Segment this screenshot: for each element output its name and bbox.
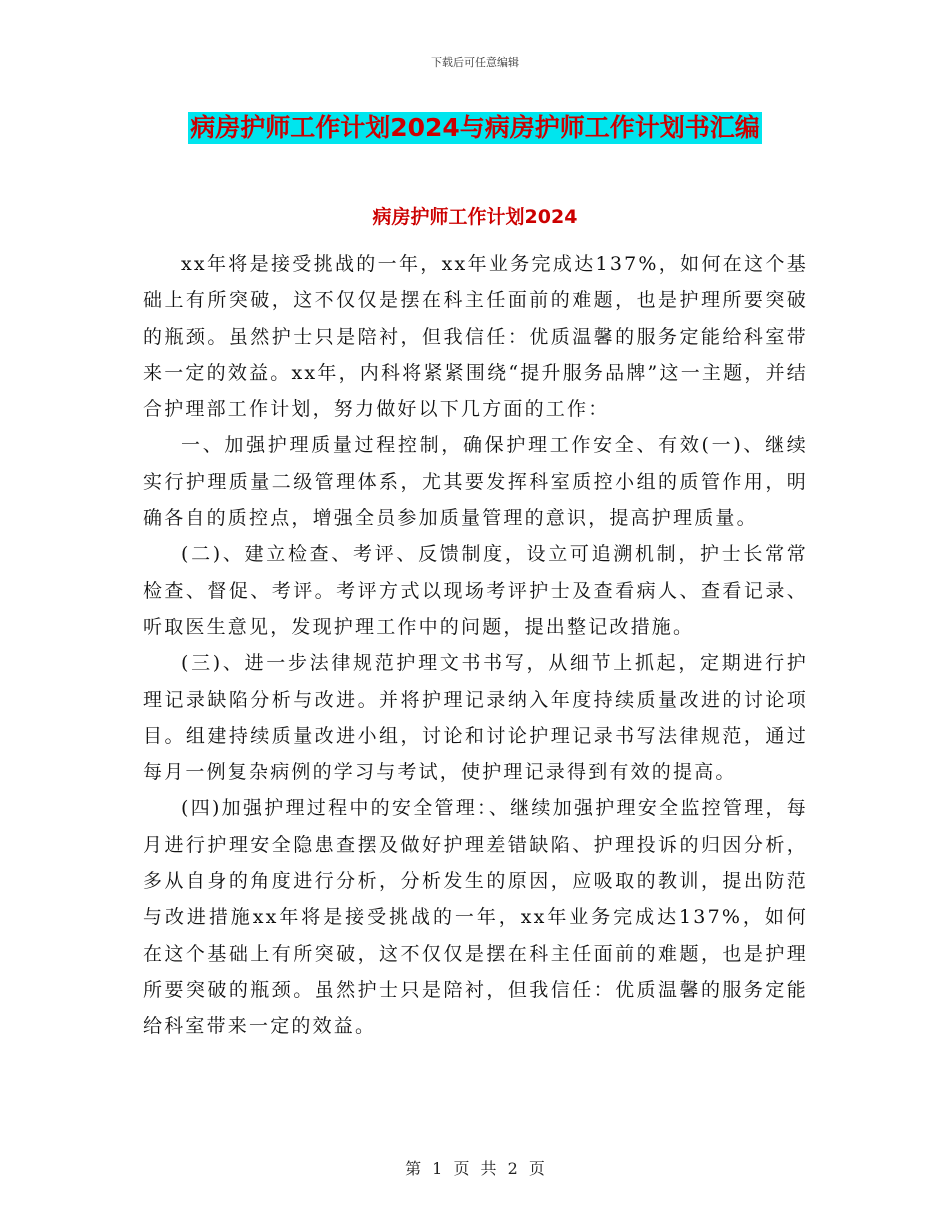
paragraph-intro: xx年将是接受挑战的一年，xx年业务完成达137%，如何在这个基础上有所突破，这不仅仅是摆在科主任面前的难题，也是护理所要突破的瓶颈。虽然护士只是陪衬，但我信任：优质温馨的服务定能给科室带来一定的效益。xx年，内科将紧紧围绕“提升服务品牌”这一主题，并结合护理部工作计划，努力做好以下几方面的工作： (143, 253, 808, 421)
paragraph-item-3: (三)、进一步法律规范护理文书书写，从细节上抓起，定期进行护理记录缺陷分析与改进。并将护理记录纳入年度持续质量改进的讨论项目。组建持续质量改进小组，讨论和讨论护理记录书写法律规范，通过每月一例复杂病例的学习与考试，使护理记录得到有效的提高。 (143, 652, 808, 784)
paragraph-item-1: 一、加强护理质量过程控制，确保护理工作安全、有效(一)、继续实行护理质量二级管理体系，尤其要发挥科室质控小组的质管作用，明确各自的质控点，增强全员参加质量管理的意识，提高护理质量。 (143, 434, 808, 530)
document-title-block (0, 112, 950, 144)
document-title: 病房护师工作计划2024与病房护师工作计划书汇编 (190, 113, 760, 142)
section-title: 病房护师工作计划2024 (372, 206, 578, 228)
paragraph-item-4: (四)加强护理过程中的安全管理：、继续加强护理安全监控管理，每月进行护理安全隐患查摆及做好护理差错缺陷、护理投诉的归因分析，多从自身的角度进行分析，分析发生的原因，应吸取的教训，提出防范与改进措施xx年将是接受挑战的一年，xx年业务完成达137%，如何在这个基础上有所突破，这不仅仅是摆在科主任面前的难题，也是护理所要突破的瓶颈。虽然护士只是陪衬，但我信任：优质温馨的服务定能给科室带来一定的效益。 (143, 797, 808, 1038)
page-header: 下载后可任意编辑 (431, 56, 519, 69)
page-footer: 第 1 页 共 2 页 (405, 1159, 545, 1178)
document-body (143, 246, 808, 1045)
paragraph-item-2: (二)、建立检查、考评、反馈制度，设立可追溯机制，护士长常常检查、督促、考评。考评方式以现场考评护士及查看病人、查看记录、听取医生意见，发现护理工作中的问题，提出整记改措施。 (143, 543, 808, 638)
